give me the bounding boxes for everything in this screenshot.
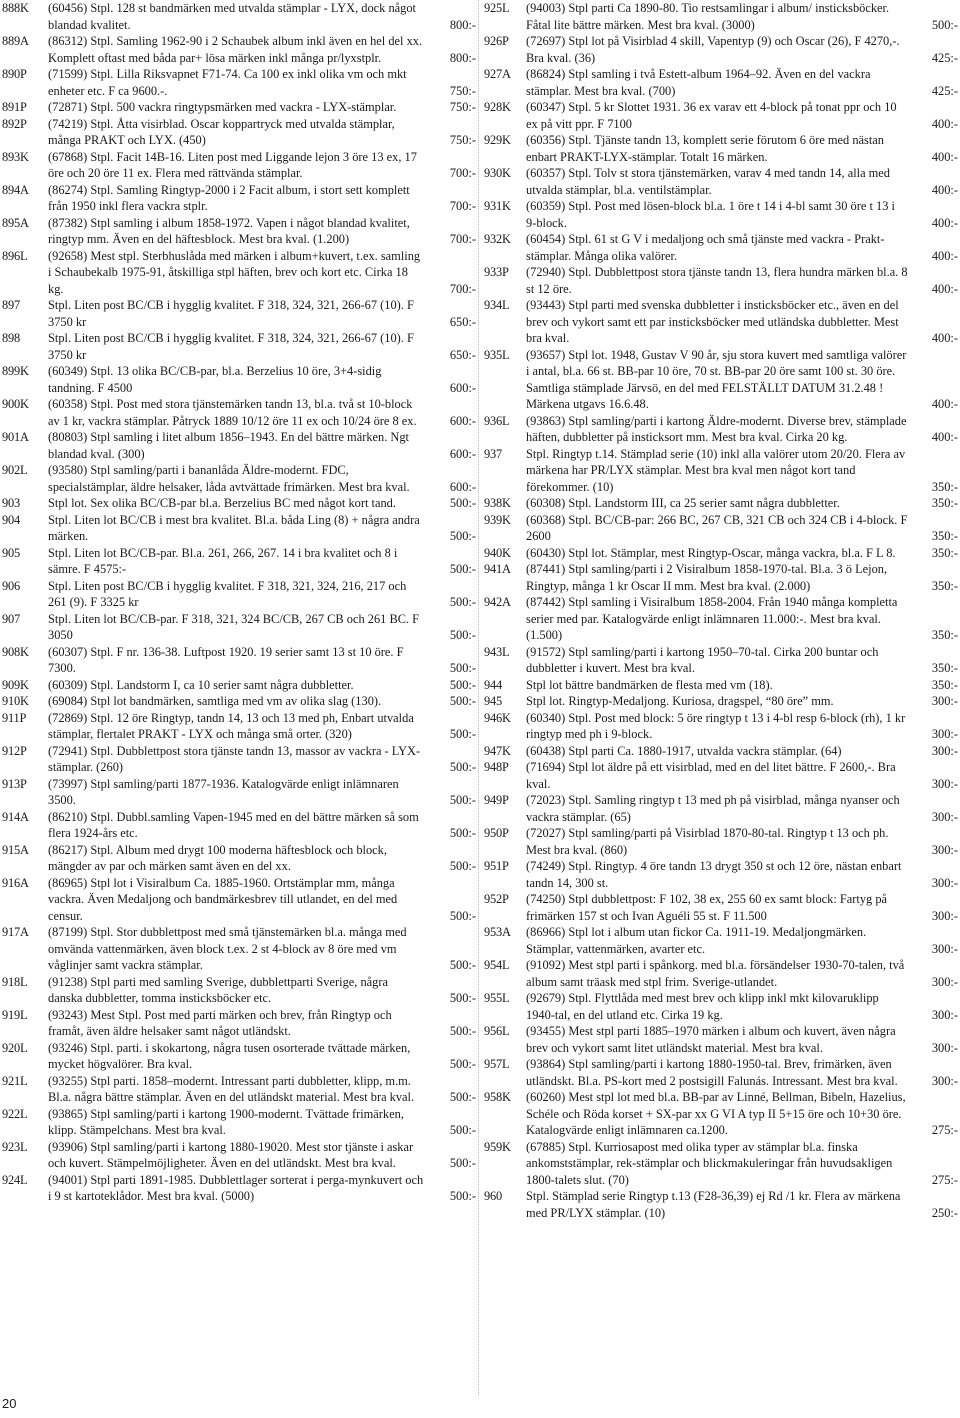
lot-number: 924L	[2, 1172, 28, 1187]
lot-description: (91238) Stpl parti med samling Sverige, dubblettparti Sverige, några danska dubbletter, tomma insticksböcker etc.	[48, 974, 388, 1005]
lot-entry	[484, 1023, 958, 1056]
lot-description: (72697) Stpl lot på Visirblad 4 skill, Vapentyp (9) och Oscar (26), F 4270,-. Bra kval. (36)	[526, 34, 900, 65]
lot-number: 918L	[2, 974, 28, 989]
lot-description: (72940) Stpl. Dubblettpost stora tjänste tandn 13, flera hundra märken bl.a. 8 st 12 öre.	[526, 265, 908, 296]
lot-number: 897	[2, 298, 20, 312]
lot-entry	[484, 891, 958, 924]
lot-entry	[484, 561, 958, 594]
lot-number: 931K	[484, 199, 511, 213]
lot-number: 956L	[484, 1024, 510, 1038]
lot-entry	[484, 297, 958, 347]
lot-entry	[484, 33, 958, 66]
lot-entry	[2, 363, 478, 396]
lot-entry	[484, 0, 958, 33]
lot-description: (91092) Mest stpl parti i spånkorg. med bl.a. försändelser 1930-70-talen, två album samt träask med stpl frim. Sverige-utlandet.	[526, 958, 905, 989]
lot-description: (60340) Stpl. Post med block: 5 öre ringtyp t 13 i 4-bl resp 6-block (rh), 1 kr ringtyp med ph i 9-block.	[526, 710, 906, 741]
lot-entry	[484, 132, 958, 165]
lot-description: (72869) Stpl. 12 öre Ringtyp, tandn 14, 13 och 13 med ph, Enbart utvalda stämplar, flertalet PRAKT - LYX och många små orter. (320)	[48, 710, 414, 741]
lot-number: 908K	[2, 644, 29, 659]
lot-description: (60358) Stpl. Post med stora tjänstemärken tandn 13, bl.a. två st 10-block av 1 kr, vackra stämplar. Påtryck 1889 10/12 öre 11 ex och 10/24 öre 8 ex.	[48, 397, 417, 428]
lot-entry	[2, 512, 478, 545]
lot-number: 914A	[2, 809, 29, 824]
lot-description: (93657) Stpl lot. 1948, Gustav V 90 år, sju stora kuvert med samtliga valörer i antal, bl.a. 66 st. BB-par 10 öre, 70 st. BB-par 20 öre samt 100 st. 30 öre. Samtliga stämplade Järvsö, en del med FELSTÄLLT DATUM 31.2.48 ! Märkena utgavs 16.6.48.	[526, 347, 907, 411]
lot-number: 947K	[484, 743, 511, 758]
lot-description: (60368) Stpl. BC/CB-par: 266 BC, 267 CB, 321 CB och 324 CB i 4-block. F 2600	[526, 512, 908, 543]
lot-description: (93865) Stpl samling/parti i kartong 1900-modernt. Tvättade frimärken, klipp. Stämpelchans. Mest bra kval.	[48, 1106, 404, 1137]
lot-price: 300:-	[931, 1040, 958, 1055]
lot-price: 300:-	[931, 694, 958, 708]
lot-entry	[2, 33, 478, 66]
lot-number: 941A	[484, 562, 511, 576]
lot-price: 350:-	[931, 677, 958, 692]
lot-price: 500:-	[449, 677, 476, 692]
lot-price: 300:-	[931, 842, 958, 857]
lot-number: 935L	[484, 347, 510, 362]
lot-number: 927A	[484, 67, 511, 81]
lot-number: 936L	[484, 413, 510, 428]
lot-description: (93243) Mest Stpl. Post med parti märken och brev, från Ringtyp och framåt, även äldre helsaker samt något utländskt.	[48, 1007, 392, 1038]
lot-price: 500:-	[449, 694, 476, 708]
lot-price: 300:-	[931, 809, 958, 824]
lot-price: 300:-	[931, 1007, 958, 1022]
lot-number: 902L	[2, 463, 28, 477]
lot-number: 889A	[2, 34, 29, 48]
lot-entry	[484, 231, 958, 264]
lot-price: 400:-	[931, 281, 958, 296]
lot-description: (60430) Stpl lot. Stämplar, mest Ringtyp-Oscar, många vackra, bl.a. F L 8.	[526, 545, 896, 560]
lot-price: 500:-	[449, 595, 476, 609]
lot-entry	[2, 924, 478, 974]
lot-entry	[484, 1188, 958, 1221]
lot-price: 600:-	[449, 413, 476, 428]
lot-entry	[484, 1056, 958, 1089]
lot-number: 893K	[2, 149, 29, 164]
lot-number: 907	[2, 611, 20, 626]
lot-number: 950P	[484, 826, 509, 840]
lot-price: 400:-	[931, 116, 958, 131]
lot-number: 895A	[2, 215, 29, 230]
lot-entry	[484, 347, 958, 413]
lot-entry	[2, 1040, 478, 1073]
lot-entry	[2, 611, 478, 644]
lot-entry	[484, 413, 958, 446]
lot-entry	[2, 1172, 478, 1205]
lot-price: 400:-	[931, 149, 958, 164]
lot-price: 650:-	[449, 314, 476, 329]
lot-number: 890P	[2, 67, 27, 81]
lot-description: Stpl lot. Sex olika BC/CB-par bl.a. Berzelius BC med något kort tand.	[48, 496, 396, 510]
lot-description: (60308) Stpl. Landstorm III, ca 25 serier samt några dubbletter.	[526, 496, 840, 510]
lot-price: 300:-	[931, 974, 958, 989]
lot-number: 905	[2, 545, 20, 560]
lot-price: 500:-	[449, 1189, 476, 1203]
left-column	[2, 0, 478, 1205]
lot-entry	[484, 1139, 958, 1189]
lot-entry	[2, 182, 478, 215]
lot-number: 925L	[484, 1, 510, 15]
lot-entry	[2, 644, 478, 677]
lot-price: 500:-	[449, 727, 476, 741]
lot-description: (87441) Stpl samling/parti i 2 Visiralbum 1858-1970-tal. Bl.a. 3 ö Lejon, Ringtyp, många 1 kr Oscar II mm. Mest bra kval. (2.000)	[526, 562, 888, 593]
lot-description: (72871) Stpl. 500 vackra ringtypsmärken med vackra - LYX-stämplar.	[48, 100, 397, 114]
lot-price: 500:-	[449, 562, 476, 576]
lot-price: 500:-	[449, 826, 476, 840]
lot-entry	[484, 924, 958, 957]
lot-entry	[2, 1139, 478, 1172]
lot-entry	[2, 396, 478, 429]
lot-entry	[484, 198, 958, 231]
lot-price: 500:-	[449, 793, 476, 807]
lot-description: (60356) Stpl. Tjänste tandn 13, komplett serie förutom 6 öre med nästan enbart PRAKT-LYX-stämplar. Totalt 16 märken.	[526, 133, 884, 164]
lot-price: 400:-	[931, 248, 958, 263]
lot-number: 955L	[484, 991, 510, 1005]
lot-price: 500:-	[449, 1057, 476, 1071]
lot-description: (93863) Stpl samling/parti i kartong Äldre-modernt. Diverse brev, stämplade häften, dubbletter på insticksort mm. Mest bra kval. Cirka 20 kg.	[526, 413, 907, 444]
lot-description: (86312) Stpl. Samling 1962-90 i 2 Schaubek album inkl även en hel del xx. Komplett oftast med båda par+ lösa märken inkl många pr/lyxstplr.	[48, 34, 423, 65]
lot-description: (86966) Stpl lot i album utan fickor Ca. 1911-19. Medaljongmärken. Stämplar, vattenmärken, avarter etc.	[526, 925, 867, 956]
lot-entry	[484, 677, 958, 694]
lot-price: 400:-	[931, 331, 958, 345]
lot-price: 500:-	[449, 958, 476, 972]
lot-entry	[484, 759, 958, 792]
lot-price: 425:-	[931, 50, 958, 65]
lot-entry	[484, 545, 958, 562]
lot-entry	[2, 116, 478, 149]
lot-description: (74219) Stpl. Åtta visirblad. Oscar koppartryck med utvalda stämplar, många PRAKT och LYX. (450)	[48, 116, 395, 147]
lot-number: 922L	[2, 1106, 28, 1121]
lot-entry	[484, 594, 958, 644]
lot-number: 943L	[484, 644, 510, 659]
lot-number: 944	[484, 677, 502, 692]
lot-price: 700:-	[449, 281, 476, 296]
lot-number: 919L	[2, 1007, 28, 1022]
lot-entry	[2, 578, 478, 611]
lot-entry	[484, 512, 958, 545]
lot-description: (72941) Stpl. Dubblettpost stora tjänste tandn 13, massor av vackra - LYX-stämplar. (260)	[48, 743, 421, 774]
lot-number: 946K	[484, 710, 511, 725]
lot-number: 933P	[484, 265, 509, 279]
lot-price: 700:-	[449, 232, 476, 246]
lot-price: 750:-	[449, 100, 476, 114]
lot-entry	[2, 809, 478, 842]
lot-entry	[2, 66, 478, 99]
lot-number: 901A	[2, 430, 29, 444]
lot-number: 937	[484, 446, 502, 461]
lot-price: 500:-	[449, 1123, 476, 1137]
lot-description: (60456) Stpl. 128 st bandmärken med utvalda stämplar - LYX, dock något blandad kvalitet.	[48, 1, 416, 32]
lot-entry	[2, 677, 478, 694]
lot-number: 938K	[484, 496, 511, 510]
lot-price: 500:-	[449, 1024, 476, 1038]
lot-description: (60438) Stpl parti Ca. 1880-1917, utvalda vackra stämplar. (64)	[526, 743, 842, 758]
lot-number: 906	[2, 578, 20, 593]
lot-entry	[2, 710, 478, 743]
lot-description: (86274) Stpl. Samling Ringtyp-2000 i 2 Facit album, i stort sett komplett från 1950 inkl flera vackra stplr.	[48, 182, 410, 213]
lot-entry	[2, 330, 478, 363]
lot-number: 921L	[2, 1073, 28, 1088]
lot-number: 916A	[2, 875, 29, 890]
lot-number: 949P	[484, 793, 509, 807]
lot-description: (86210) Stpl. Dubbl.samling Vapen-1945 med en del bättre märken så som flera 1924-års etc.	[48, 809, 419, 840]
lot-price: 300:-	[931, 743, 958, 758]
lot-description: (93443) Stpl parti med svenska dubbletter i insticksböcker etc., även en del brev och vykort samt ett par insticksböcker med utländska dubbletter. Mest bra kval.	[526, 298, 899, 345]
lot-description: (60349) Stpl. 13 olika BC/CB-par, bl.a. Berzelius 10 öre, 3+4-sidig tandning. F 4500	[48, 364, 382, 395]
lot-description: (93246) Stpl. parti. i skokartong, några tusen osorterade tvättade märken, mycket högvalörer. Bra kval.	[48, 1040, 411, 1071]
lot-description: (74250) Stpl dubblettpost: F 102, 38 ex, 255 60 ex samt block: Fartyg på frimärken 157 st och Ivan Aguéli 55 st. F 11.500	[526, 892, 888, 923]
lot-number: 909K	[2, 677, 29, 692]
column-divider	[478, 0, 479, 1395]
lot-entry	[2, 842, 478, 875]
lot-price: 750:-	[449, 83, 476, 98]
lot-description: (71694) Stpl lot äldre på ett visirblad, med en del litet bättre. F 2600,-. Bra kval.	[526, 760, 896, 791]
lot-price: 400:-	[931, 397, 958, 411]
lot-number: 932K	[484, 232, 511, 246]
lot-entry	[484, 990, 958, 1023]
lot-number: 888K	[2, 1, 29, 15]
lot-number: 898	[2, 331, 20, 345]
lot-number: 910K	[2, 694, 29, 708]
lot-price: 350:-	[931, 496, 958, 510]
lot-entry	[2, 248, 478, 298]
lot-entry	[484, 743, 958, 760]
lot-description: (87382) Stpl samling i album 1858-1972. Vapen i något blandad kvalitet, ringtyp mm. Även en del häftesblock. Mest bra kval. (1.200)	[48, 215, 410, 246]
lot-number: 915A	[2, 842, 29, 857]
lot-number: 957L	[484, 1057, 510, 1071]
lot-description: (92658) Mest stpl. Sterbhuslåda med märken i album+kuvert, t.ex. samling i Schaubekalb 1975-91, åtskilliga stpl häften, brev och kort etc. Cirka 18 kg.	[48, 248, 421, 296]
lot-entry	[484, 792, 958, 825]
lot-price: 300:-	[931, 875, 958, 890]
lot-description: (87442) Stpl samling i Visiralbum 1858-2004. Från 1940 många kompletta serier med par. Katalogvärde enligt inlämnaren 11.000:-. Mest bra kval. (1.500)	[526, 595, 898, 642]
lot-price: 600:-	[449, 479, 476, 494]
lot-number: 953A	[484, 925, 511, 939]
lot-number: 920L	[2, 1040, 28, 1055]
lot-number: 958K	[484, 1090, 511, 1104]
lot-number: 900K	[2, 397, 29, 411]
lot-description: (87199) Stpl. Stor dubblettpost med små tjänstemärken bl.a. många med omvända vattenmärken, även block t.ex. 2 st 4-block av 8 öre med vm våglinjer samt vackra stämplar.	[48, 925, 407, 972]
lot-number: 939K	[484, 512, 511, 527]
lot-entry	[484, 710, 958, 743]
lot-entry	[2, 149, 478, 182]
lot-number: 891P	[2, 100, 27, 114]
lot-description: Stpl. Liten lot BC/CB-par. F 318, 321, 324 BC/CB, 267 CB och 261 BC. F 3050	[48, 611, 420, 642]
lot-description: (93906) Stpl samling/parti i kartong 1880-19020. Mest stor tjänste i askar och kuvert. Stämpelmöjligheter. Även en del utländskt. Mest bra kval.	[48, 1139, 414, 1170]
lot-number: 934L	[484, 298, 510, 312]
lot-number: 929K	[484, 133, 511, 147]
lot-entry	[484, 99, 958, 132]
lot-description: Stpl. Liten post BC/CB i hygglig kvalitet. F 318, 324, 321, 266-67 (10). F 3750 kr	[48, 331, 414, 362]
lot-entry	[2, 1073, 478, 1106]
lot-price: 300:-	[931, 727, 958, 741]
lot-price: 500:-	[449, 496, 476, 510]
lot-entry	[484, 644, 958, 677]
lot-number: 894A	[2, 182, 29, 197]
page-number: 20	[2, 1396, 17, 1411]
lot-description: (93864) Stpl samling/parti i kartong 1880-1950-tal. Brev, frimärken, även utländskt. Bl.a. PS-kort med 2 postsigill Falunás. Intressant. Mest bra kval.	[526, 1057, 898, 1088]
lot-entry	[484, 165, 958, 198]
lot-description: (60309) Stpl. Landstorm I, ca 10 serier samt några dubbletter.	[48, 677, 354, 692]
lot-price: 350:-	[931, 545, 958, 560]
lot-number: 899K	[2, 364, 29, 378]
lot-entry	[2, 693, 478, 710]
lot-price: 300:-	[931, 776, 958, 791]
lot-entry	[2, 462, 478, 495]
lot-description: (94003) Stpl parti Ca 1890-80. Tio restsamlingar i album/ insticksböcker. Fåtal lite bättre märken. Mest bra kval. (3000)	[526, 1, 890, 32]
lot-entry	[2, 429, 478, 462]
lot-description: Stpl. Stämplad serie Ringtyp t.13 (F28-36,39) ej Rd /1 kr. Flera av märkena med PR/LYX stämplar. (10)	[526, 1189, 901, 1220]
lot-price: 500:-	[449, 908, 476, 923]
lot-description: (93580) Stpl samling/parti i bananlåda Äldre-modernt. FDC, specialstämplar, äldre helsaker, låda avtvättade frimärken. Mest bra kval.	[48, 463, 410, 494]
lot-price: 300:-	[931, 908, 958, 923]
lot-number: 942A	[484, 595, 511, 609]
lot-price: 600:-	[449, 446, 476, 461]
lot-number: 911P	[2, 710, 27, 725]
lot-price: 400:-	[931, 430, 958, 444]
lot-number: 926P	[484, 34, 509, 48]
lot-number: 948P	[484, 760, 509, 774]
lot-price: 500:-	[449, 859, 476, 873]
lot-entry	[2, 495, 478, 512]
lot-entry	[484, 446, 958, 496]
lot-entry	[484, 264, 958, 297]
lot-price: 300:-	[931, 1073, 958, 1088]
lot-description: (93455) Mest stpl parti 1885–1970 märken i album och kuvert, även några brev och vykort samt litet utländskt material. Mest bra kval.	[526, 1024, 896, 1055]
lot-description: Stpl. Ringtyp t.14. Stämplad serie (10) inkl alla valörer utom 20/20. Flera av märkena har PR/LYX stämplar. Mest bra kval men något kort tand förekommer. (10)	[526, 446, 906, 494]
lot-description: (60454) Stpl. 61 st G V i medaljong och små tjänste med vackra - Prakt-stämplar. Många olika valörer.	[526, 232, 885, 263]
lot-entry	[484, 825, 958, 858]
lot-price: 250:-	[931, 1205, 958, 1220]
lot-price: 500:-	[449, 628, 476, 642]
lot-description: (72027) Stpl samling/parti på Visirblad 1870-80-tal. Ringtyp t 13 och ph. Mest bra kval. (860)	[526, 826, 889, 857]
lot-number: 951P	[484, 859, 509, 873]
lot-price: 500:-	[931, 17, 958, 32]
lot-price: 650:-	[449, 347, 476, 362]
lot-description: (67868) Stpl. Facit 14B-16. Liten post med Liggande lejon 3 öre 13 ex, 17 öre och 20 öre 11 ex. Flera med rättvända stämplar.	[48, 149, 417, 180]
lot-price: 500:-	[449, 529, 476, 543]
lot-description: Stpl lot. Ringtyp-Medaljong. Kuriosa, dragspel, “80 öre” mm.	[526, 694, 834, 708]
lot-number: 904	[2, 512, 20, 527]
lot-number: 892P	[2, 116, 27, 131]
lot-description: (80803) Stpl samling i litet album 1856–1943. En del bättre märken. Ngt blandad kval. (300)	[48, 430, 409, 461]
lot-price: 600:-	[449, 380, 476, 395]
lot-description: Stpl. Liten lot BC/CB i mest bra kvalitet. Bl.a. båda Ling (8) + några andra märken.	[48, 512, 420, 543]
lot-entry	[2, 875, 478, 925]
lot-entry	[484, 957, 958, 990]
lot-entry	[2, 215, 478, 248]
lot-entry	[484, 66, 958, 99]
lot-entry	[2, 743, 478, 776]
lot-description: (71599) Stpl. Lilla Riksvapnet F71-74. Ca 100 ex inkl olika vm och mkt enheter etc. F ca 9600.-.	[48, 67, 407, 98]
lot-price: 500:-	[449, 991, 476, 1005]
lot-description: (60307) Stpl. F nr. 136-38. Luftpost 1920. 19 serier samt 13 st 10 öre. F 7300.	[48, 644, 404, 675]
lot-price: 350:-	[931, 661, 958, 675]
lot-price: 800:-	[449, 17, 476, 32]
lot-description: (86824) Stpl samling i två Estett-album 1964–92. Även en del vackra stämplar. Mest bra kval. (700)	[526, 67, 871, 98]
lot-price: 425:-	[931, 83, 958, 98]
lot-price: 300:-	[931, 941, 958, 956]
lot-description: Stpl. Liten post BC/CB i hygglig kvalitet. F 318, 321, 324, 216, 217 och 261 (9). F 3325 kr	[48, 578, 407, 609]
lot-number: 959K	[484, 1139, 511, 1154]
lot-price: 275:-	[931, 1123, 958, 1137]
lot-price: 350:-	[931, 529, 958, 543]
lot-description: (67885) Stpl. Kurriosapost med olika typer av stämplar bl.a. finska ankomststämplar, rek-stämplar och blickmakuleringar från huvudsakligen 1800-talets slut. (70)	[526, 1139, 893, 1187]
lot-price: 500:-	[449, 1156, 476, 1170]
lot-entry	[2, 99, 478, 116]
lot-price: 400:-	[931, 182, 958, 197]
lot-entry	[484, 1089, 958, 1139]
lot-description: (69084) Stpl lot bandmärken, samtliga med vm av olika slag (130).	[48, 694, 382, 708]
lot-price: 350:-	[931, 578, 958, 593]
lot-description: (60359) Stpl. Post med lösen-block bl.a. 1 öre t 14 i 4-bl samt 30 öre t 13 i 9-block.	[526, 199, 895, 230]
lot-entry	[484, 858, 958, 891]
right-column	[484, 0, 958, 1221]
lot-price: 700:-	[449, 199, 476, 213]
lot-entry	[2, 776, 478, 809]
lot-price: 500:-	[449, 760, 476, 774]
lot-price: 350:-	[931, 628, 958, 642]
lot-number: 940K	[484, 545, 511, 560]
lot-number: 945	[484, 694, 502, 708]
lot-price: 500:-	[449, 1090, 476, 1104]
lot-description: (74249) Stpl. Ringtyp. 4 öre tandn 13 drygt 350 st och 12 öre, nästan enbart tandn 14, 300 st.	[526, 859, 902, 890]
lot-price: 350:-	[931, 479, 958, 494]
lot-price: 275:-	[931, 1172, 958, 1187]
lot-description: (60260) Mest stpl lot med bl.a. BB-par av Linné, Bellman, Bibeln, Hazelius, Schéle och Röda korset + SX-par xx G VI A typ II 5+15 öre och 10+30 öre. Katalogvärde enligt inlämnaren ca.1200.	[526, 1090, 906, 1137]
lot-description: Stpl. Liten lot BC/CB-par. Bl.a. 261, 266, 267. 14 i bra kvalitet och 8 i sämre. F 4575:-	[48, 545, 398, 576]
lot-description: (60357) Stpl. Tolv st stora tjänstemärken, varav 4 med tandn 14, alla med utvalda stämplar, bl.a. ventilstämplar.	[526, 166, 891, 197]
lot-number: 928K	[484, 100, 511, 114]
lot-number: 913P	[2, 776, 27, 791]
lot-entry	[2, 297, 478, 330]
lot-description: (73997) Stpl samling/parti 1877-1936. Katalogvärde enligt inlämnaren 3500.	[48, 776, 399, 807]
lot-description: (92679) Stpl. Flyttlåda med mest brev och klipp inkl mkt kilovaruklipp 1940-tal, en del utland etc. Cirka 19 kg.	[526, 991, 879, 1022]
lot-entry	[2, 1007, 478, 1040]
lot-entry	[484, 495, 958, 512]
lot-entry	[2, 1106, 478, 1139]
lot-price: 800:-	[449, 50, 476, 65]
lot-entry	[2, 0, 478, 33]
lot-number: 952P	[484, 892, 509, 906]
lot-description: (86965) Stpl lot i Visiralbum Ca. 1885-1960. Ortstämplar mm, många vackra. Även Medaljong och bandmärkesbrev till utlandet, en del med censur.	[48, 875, 398, 923]
lot-price: 700:-	[449, 166, 476, 180]
lot-description: (86217) Stpl. Album med drygt 100 moderna häftesblock och block, mängder av par och märken samt även en del xx.	[48, 842, 387, 873]
lot-description: (94001) Stpl parti 1891-1985. Dubblettlager sorterat i perga-mynkuvert och i 9 st kartoteklådor. Mest bra kval. (5000)	[48, 1172, 424, 1203]
lot-description: Stpl lot bättre bandmärken de flesta med vm (18).	[526, 677, 773, 692]
lot-price: 500:-	[449, 661, 476, 675]
lot-number: 917A	[2, 925, 29, 939]
lot-entry	[2, 545, 478, 578]
lot-number: 930K	[484, 166, 511, 180]
lot-entry	[484, 693, 958, 710]
lot-description: (91572) Stpl samling/parti i kartong 1950–70-tal. Cirka 200 buntar och dubbletter i kuvert. Mest bra kval.	[526, 644, 879, 675]
lot-price: 750:-	[449, 133, 476, 147]
lot-entry	[2, 974, 478, 1007]
lot-description: (60347) Stpl. 5 kr Slottet 1931. 36 ex varav ett 4-block på tonat ppr och 10 ex på vitt ppr. F 7100	[526, 100, 897, 131]
lot-price: 400:-	[931, 215, 958, 230]
lot-number: 960	[484, 1189, 502, 1203]
lot-description: (72023) Stpl. Samling ringtyp t 13 med ph på visirblad, många nyanser och vackra stämplar. (65)	[526, 793, 900, 824]
lot-number: 896L	[2, 248, 28, 263]
lot-description: Stpl. Liten post BC/CB i hygglig kvalitet. F 318, 324, 321, 266-67 (10). F 3750 kr	[48, 298, 414, 329]
lot-number: 912P	[2, 743, 27, 758]
lot-number: 954L	[484, 958, 510, 972]
lot-description: (93255) Stpl parti. 1858–modernt. Intressant parti dubbletter, klipp, m.m. Bl.a. några bättre stämplar. Även en del utländskt material. Mest bra kval.	[48, 1073, 415, 1104]
lot-number: 923L	[2, 1139, 28, 1154]
lot-number: 903	[2, 496, 20, 510]
